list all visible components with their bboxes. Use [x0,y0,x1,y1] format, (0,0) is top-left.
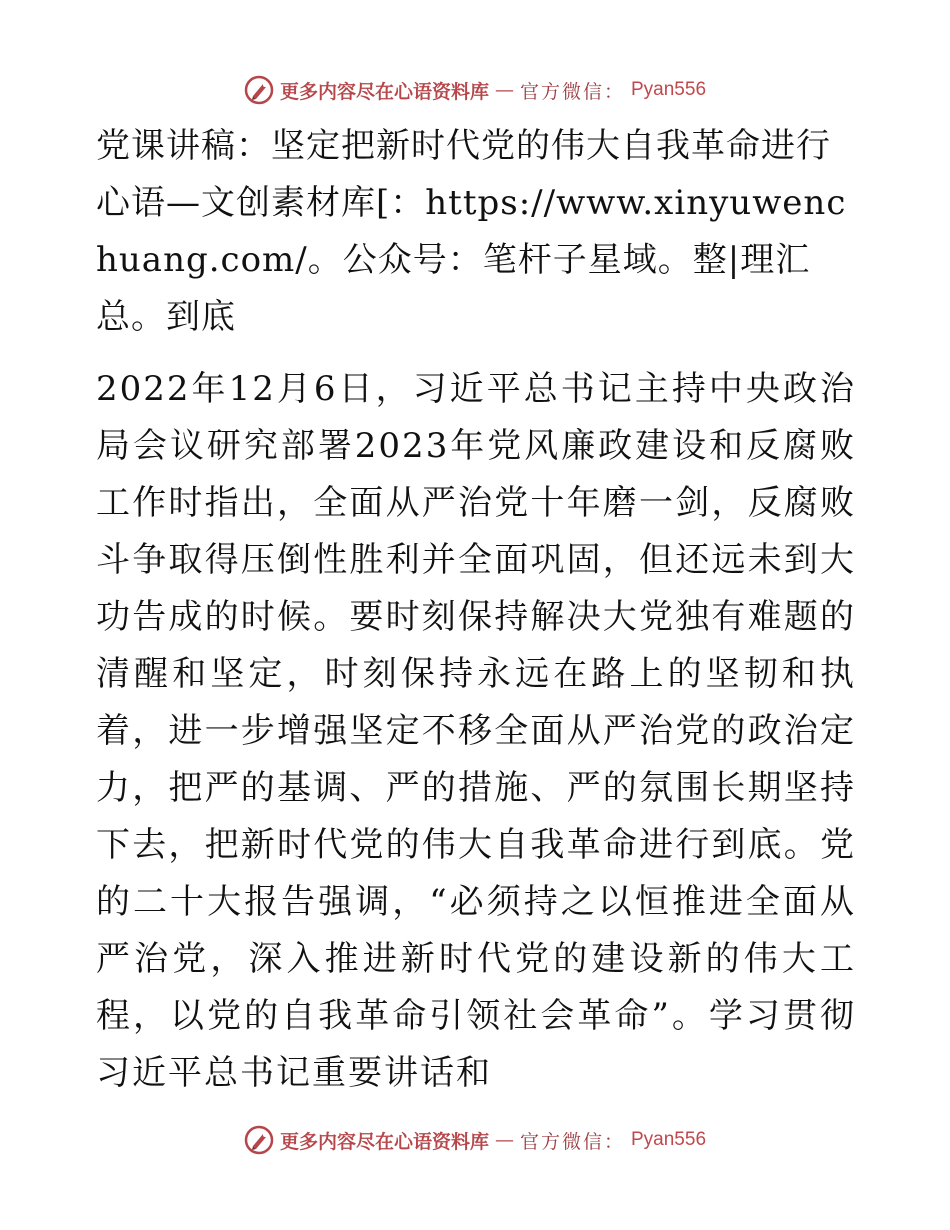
banner-wechat-id: Pyan556 [631,79,707,100]
banner-wechat-id: Pyan556 [631,1129,707,1150]
banner-separator: — [494,1129,514,1151]
banner-separator: — [494,79,514,101]
pen-logo-icon [244,1125,274,1155]
banner-text: 更多内容尽在心语资料库 [279,1130,489,1153]
banner-text: 更多内容尽在心语资料库 [279,80,489,103]
document-title: 党课讲稿：坚定把新时代党的伟大自我革命进行心语—文创素材库[：https://www.xinyuwenchuang.com/。公众号：笔杆子星域。整|理汇总。到底 [96,126,847,337]
document-body [96,118,856,1102]
header-banner [0,70,950,110]
pen-logo-icon [244,75,274,105]
banner-official-label: 官方微信： [519,1130,625,1153]
body-paragraph: 2022年12月6日，习近平总书记主持中央政治局会议研究部署2023年党风廉政建设和反腐败工作时指出，全面从严治党十年磨一剑，反腐败斗争取得压倒性胜利并全面巩固，但还远未到大功告成的时候。要时刻保持解决大党独有难题的清醒和坚定，时刻保持永远在路上的坚韧和执着，进一步增强坚定不移全面从严治党的政治定力，把严的基调、严的措施、严的氛围长期坚持下去，把新时代党的伟大自我革命进行到底。党的二十大报告强调，“必须持之以恒推进全面从严治党，深入推进新时代党的建设新的伟大工程，以党的自我革命引领社会革命”。学习贯彻习近平总书记重要讲话和 [96,369,856,1093]
banner-official-label: 官方微信： [519,80,625,103]
footer-banner [0,1120,950,1160]
